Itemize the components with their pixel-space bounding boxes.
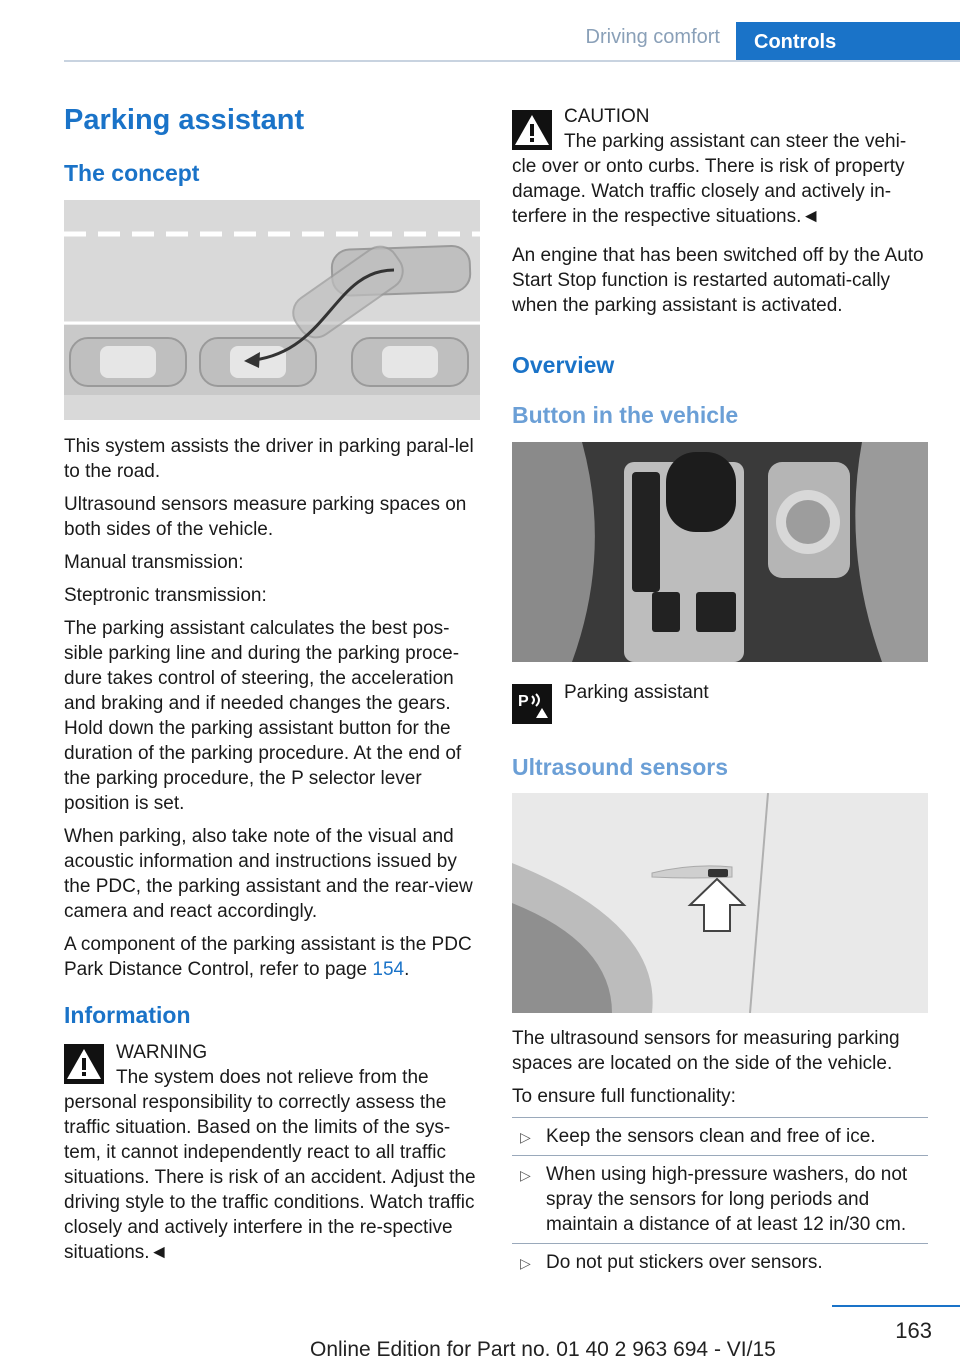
- caution-text: The parking assistant can steer the vehi‐cle over or onto curbs. There is risk of property damage. Watch traffic closely and actively in‐terfere in the respective situations.◄: [512, 131, 907, 227]
- para7-text: A component of the parking assistant is the PDC Park Distance Control, refer to page: [64, 934, 472, 980]
- bullet-text: When using high-pressure washers, do not spray the sensors for long periods and maintain a distance of at least 12 in/30 cm.: [546, 1164, 908, 1235]
- sensor-bullets: [512, 1117, 928, 1281]
- sensors-para: The ultrasound sensors for measuring parking spaces are located on the side of the vehicle.: [512, 1028, 900, 1074]
- concept-para-6: When parking, also take note of the visual and acoustic information and instructions issued by the PDC, the parking assistant and the rear‐view camera and react accordingly.: [64, 826, 473, 922]
- sensors-text: [512, 1026, 928, 1281]
- page-link-154[interactable]: 154: [372, 959, 405, 980]
- caution-icon: [512, 110, 552, 150]
- header-tab-label: Controls: [754, 31, 837, 53]
- online-edition: Online Edition for Part no. 01 40 2 963 694 - VI/15: [310, 1338, 776, 1361]
- sensors-heading: Ultrasound sensors: [512, 754, 728, 780]
- header-section: Driving comfort: [585, 26, 720, 48]
- bullet-text: Do not put stickers over sensors.: [546, 1252, 823, 1273]
- page-number: 163: [895, 1318, 932, 1343]
- left-text-column: [64, 434, 480, 990]
- parking-assistant-icon: [512, 684, 552, 724]
- bullet-item: [512, 1117, 928, 1155]
- information-heading: Information: [64, 1002, 191, 1028]
- ultrasound-sensors-figure: [512, 793, 928, 1013]
- svg-text:P: P: [518, 693, 529, 710]
- concept-para-5: The parking assistant calculates the best pos‐sible parking line and during the parking proce‐dure takes control of steering, the acceleration and braking and if needed changes the gears. Hold down the parking assistant button for the duration of the parking procedure. At the end of the parking procedure, the P selector lever position is set.: [64, 618, 462, 814]
- triangle-bullet-icon: ▷: [520, 1167, 531, 1183]
- vehicle-button-figure: [512, 442, 928, 662]
- header-divider: [64, 60, 960, 62]
- overview-heading: Overview: [512, 352, 615, 378]
- bullet-item: [512, 1155, 928, 1243]
- bullet-text: Keep the sensors clean and free of ice.: [546, 1126, 876, 1147]
- concept-para-4: Steptronic transmission:: [64, 585, 267, 606]
- parking-concept-figure: [64, 200, 480, 420]
- bullet-item: [512, 1243, 928, 1281]
- header-tab-controls: [736, 22, 960, 62]
- triangle-bullet-icon: ▷: [520, 1129, 531, 1145]
- ensure-para: To ensure full functionality:: [512, 1086, 736, 1107]
- triangle-bullet-icon: ▷: [520, 1255, 531, 1271]
- button-caption: Parking assistant: [564, 682, 709, 703]
- warning-block: [64, 1040, 480, 1265]
- warning-title: WARNING: [116, 1042, 208, 1063]
- button-heading: Button in the vehicle: [512, 402, 739, 428]
- para7-end: .: [404, 959, 410, 980]
- engine-para: An engine that has been switched off by the Auto Start Stop function is restarted automati‐cally when the parking assistant is activated.: [512, 245, 924, 316]
- concept-para-7: [64, 932, 480, 982]
- concept-heading: The concept: [64, 160, 200, 186]
- caution-block: [512, 104, 928, 326]
- caution-title: CAUTION: [564, 106, 650, 127]
- warning-icon: [64, 1044, 104, 1084]
- page-title: Parking assistant: [64, 104, 305, 136]
- warning-text: The system does not relieve from the personal responsibility to correctly assess the traffic situation. Based on the limits of the sys‐tem, it cannot independently react to all traffic situations. There is risk of an accident. Adjust the driving style to the traffic conditions. Watch traffic closely and actively interfere in the re‐spective situations.◄: [64, 1067, 476, 1263]
- concept-para-1: This system assists the driver in parking paral‐lel to the road.: [64, 436, 474, 482]
- concept-para-2: Ultrasound sensors measure parking spaces on both sides of the vehicle.: [64, 494, 467, 540]
- footer-rule: [832, 1305, 960, 1307]
- concept-para-3: Manual transmission:: [64, 552, 244, 573]
